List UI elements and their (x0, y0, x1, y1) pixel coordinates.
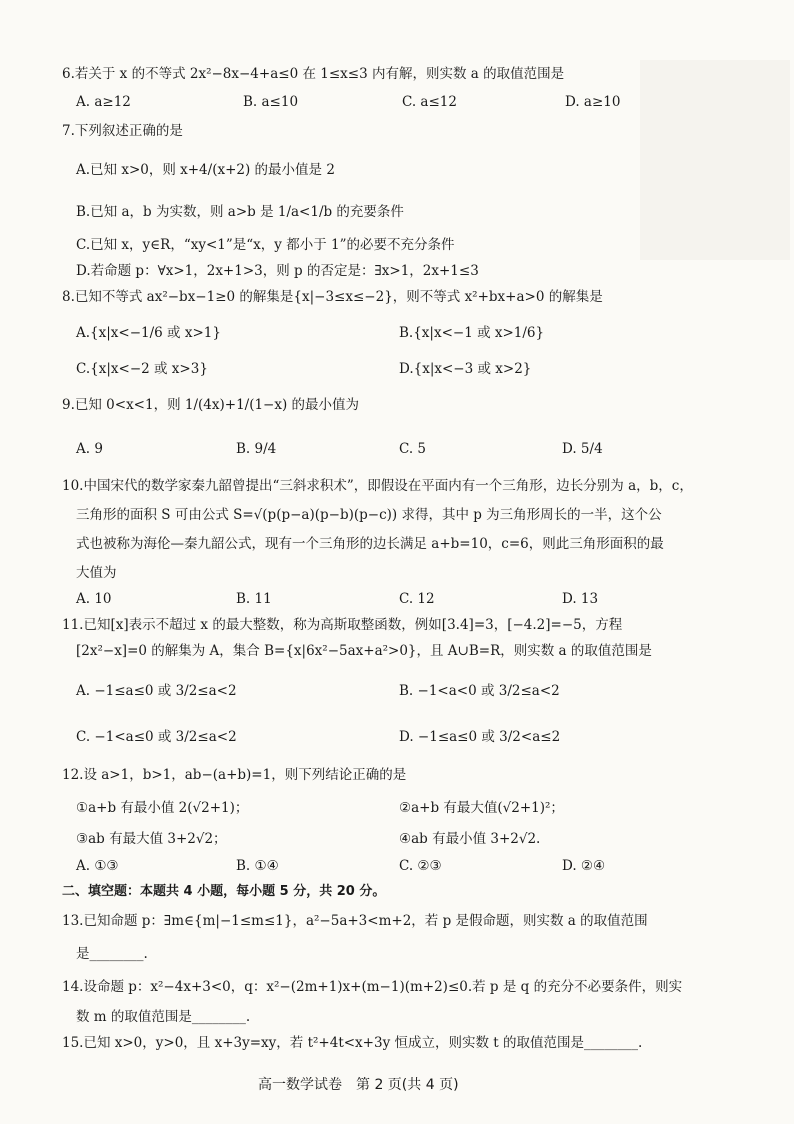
q10-line-3: 式也被称为海伦—秦九韶公式，现有一个三角形的边长满足 a+b=10，c=6，则此三角形面积的最 (76, 536, 664, 552)
q10-line-2: 三角形的面积 S 可由公式 S=√(p(p−a)(p−b)(p−c)) 求得，其中 p 为三角形周长的一半，这个公 (76, 507, 662, 523)
q7-option-a: A.已知 x>0，则 x+4/(x+2) 的最小值是 2 (76, 162, 335, 178)
page-footer: 高一数学试卷 第 2 页(共 4 页) (258, 1077, 459, 1093)
q8-option-a: A.{x|x<−1/6 或 x>1} (76, 325, 221, 341)
q8-option-b: B.{x|x<−1 或 x>1/6} (399, 325, 545, 341)
q10-option-b: B. 11 (236, 591, 272, 607)
q9-option-b: B. 9/4 (236, 441, 277, 457)
q7-option-c: C.已知 x，y∈R，“xy<1”是“x，y 都小于 1”的必要不充分条件 (76, 237, 455, 253)
q12-option-d: D. ②④ (562, 858, 606, 874)
q14-line-1: 14.设命题 p：x²−4x+3<0，q：x²−(2m+1)x+(m−1)(m+2)≤0.若 p 是 q 的充分不必要条件，则实 (62, 979, 683, 995)
q11-option-c: C. −1<a≤0 或 3/2≤a<2 (76, 729, 237, 745)
scan-shade (640, 60, 790, 260)
q12-option-b: B. ①④ (236, 858, 279, 874)
q7-option-b: B.已知 a，b 为实数，则 a>b 是 1/a<1/b 的充要条件 (76, 204, 404, 220)
q12-statement-3: ③ab 有最大值 3+2√2； (76, 831, 227, 847)
q6-option-a: A. a≥12 (76, 94, 131, 110)
q11-option-b: B. −1<a<0 或 3/2≤a<2 (399, 683, 560, 699)
section-2-heading: 二、填空题：本题共 4 小题，每小题 5 分，共 20 分。 (62, 884, 386, 899)
q11-line-2: [2x²−x]=0 的解集为 A，集合 B={x|6x²−5ax+a²>0}，且 A∪B=R，则实数 a 的取值范围是 (76, 643, 652, 659)
q11-line-1: 11.已知[x]表示不超过 x 的最大整数，称为高斯取整函数，例如[3.4]=3，[−4.2]=−5，方程 (62, 617, 623, 633)
q12-statement-4: ④ab 有最小值 3+2√2. (399, 831, 541, 847)
q8-option-d: D.{x|x<−3 或 x>2} (399, 361, 532, 377)
q9-stem: 9.已知 0<x<1，则 1/(4x)+1/(1−x) 的最小值为 (62, 397, 360, 413)
q13-line-1: 13.已知命题 p：∃m∈{m|−1≤m≤1}，a²−5a+3<m+2，若 p 是假命题，则实数 a 的取值范围 (62, 913, 648, 929)
q10-option-c: C. 12 (399, 591, 435, 607)
q8-stem: 8.已知不等式 ax²−bx−1≥0 的解集是{x|−3≤x≤−2}，则不等式 x²+bx+a>0 的解集是 (62, 289, 603, 305)
q11-option-a: A. −1≤a≤0 或 3/2≤a<2 (76, 683, 237, 699)
q15-line-1: 15.已知 x>0，y>0，且 x+3y=xy，若 t²+4t<x+3y 恒成立，则实数 t 的取值范围是________. (62, 1035, 643, 1051)
q9-option-c: C. 5 (399, 441, 427, 457)
q9-option-a: A. 9 (76, 441, 103, 457)
q12-statement-1: ①a+b 有最小值 2(√2+1)； (76, 800, 249, 816)
q6-option-b: B. a≤10 (243, 94, 299, 110)
q6-option-d: D. a≥10 (565, 94, 621, 110)
q6-stem: 6.若关于 x 的不等式 2x²−8x−4+a≤0 在 1≤x≤3 内有解，则实数 a 的取值范围是 (62, 66, 565, 82)
q7-stem: 7.下列叙述正确的是 (62, 123, 183, 139)
q14-line-2: 数 m 的取值范围是________. (76, 1009, 251, 1025)
q12-option-a: A. ①③ (76, 858, 119, 874)
q8-option-c: C.{x|x<−2 或 x>3} (76, 361, 208, 377)
q10-option-a: A. 10 (76, 591, 112, 607)
q12-stem: 12.设 a>1，b>1，ab−(a+b)=1，则下列结论正确的是 (62, 767, 407, 783)
q7-option-d: D.若命题 p：∀x>1，2x+1>3，则 p 的否定是：∃x>1，2x+1≤3 (76, 263, 479, 279)
q6-option-c: C. a≤12 (402, 94, 457, 110)
q10-option-d: D. 13 (562, 591, 599, 607)
q11-option-d: D. −1≤a≤0 或 3/2<a≤2 (399, 729, 561, 745)
q9-option-d: D. 5/4 (562, 441, 603, 457)
q12-option-c: C. ②③ (399, 858, 442, 874)
q10-line-1: 10.中国宋代的数学家秦九韶曾提出“三斜求积术”，即假设在平面内有一个三角形，边长分别为 a，b，c， (62, 478, 693, 494)
q10-line-4: 大值为 (76, 565, 117, 581)
q12-statement-2: ②a+b 有最大值(√2+1)²； (399, 800, 564, 816)
q13-line-2: 是________. (76, 946, 148, 962)
